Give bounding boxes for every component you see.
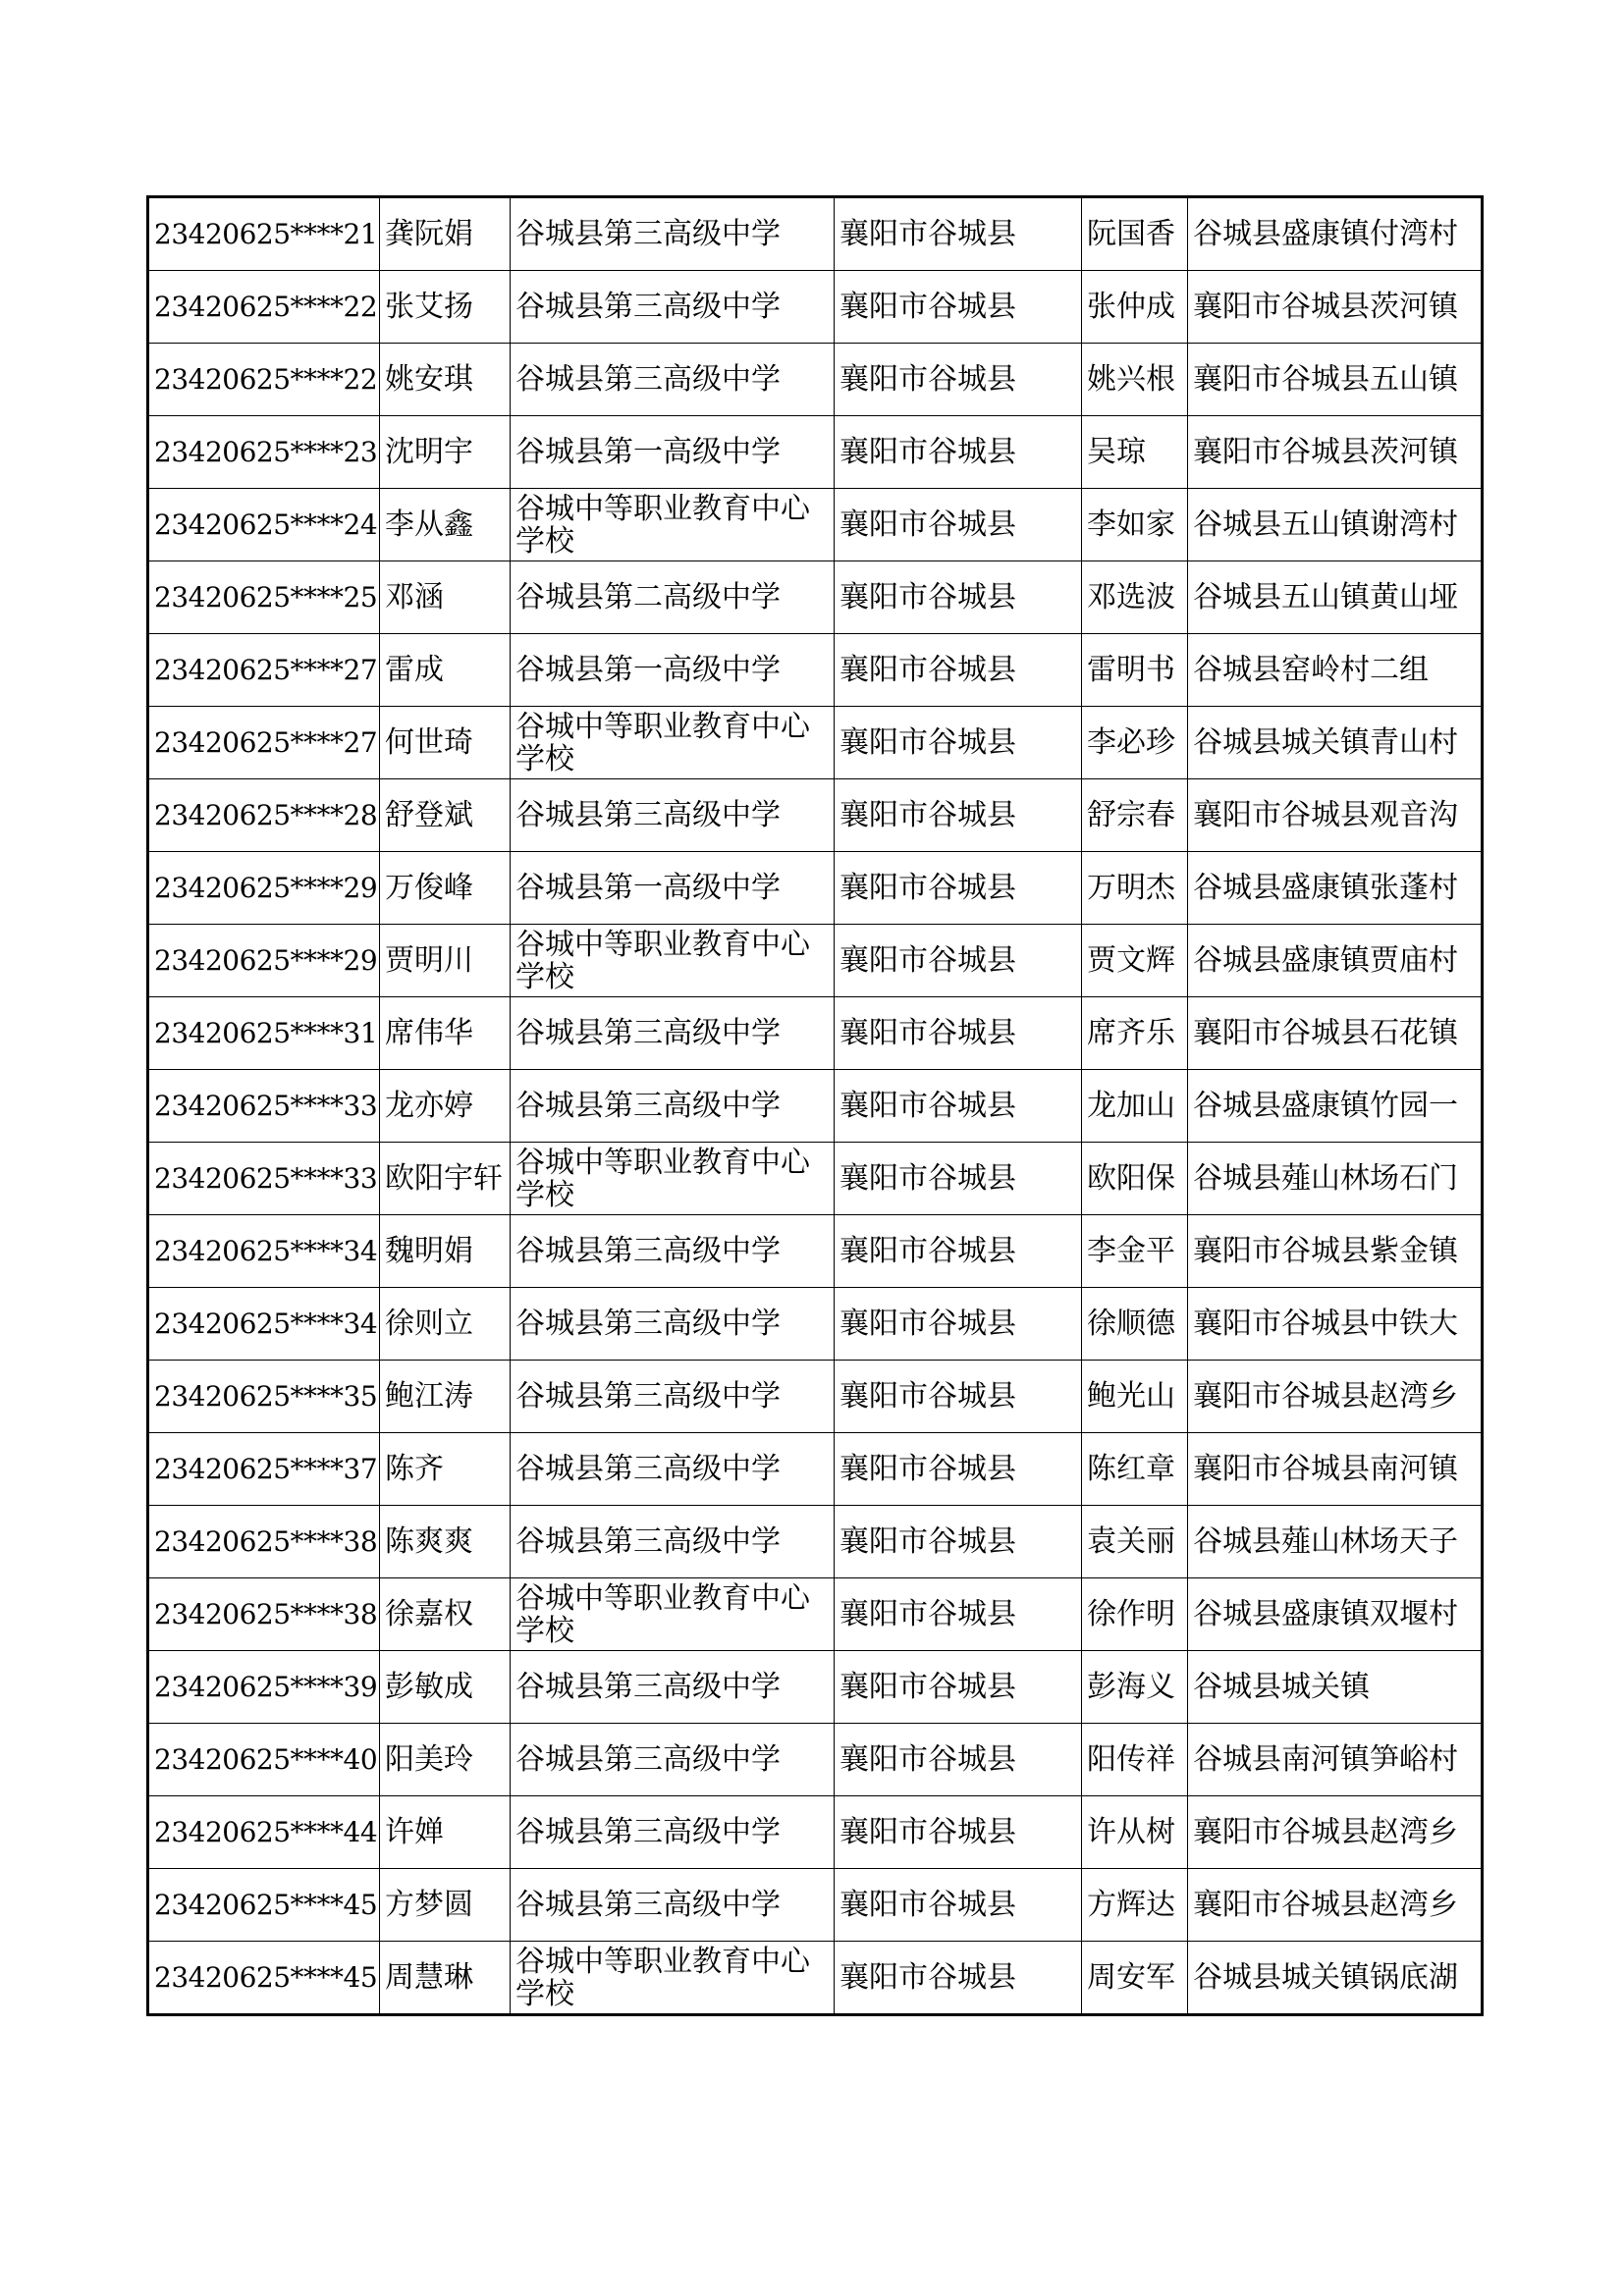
table-row [148,1288,1483,1361]
student-id-cell: 23420625****38 [148,1578,380,1651]
guardian-cell: 李金平 [1082,1215,1188,1288]
region-cell: 襄阳市谷城县 [835,1942,1082,2015]
region-cell: 襄阳市谷城县 [835,1143,1082,1215]
address-cell: 谷城县盛康镇双堰村 [1188,1578,1483,1651]
region-cell: 襄阳市谷城县 [835,1578,1082,1651]
region-cell: 襄阳市谷城县 [835,779,1082,852]
region-cell: 襄阳市谷城县 [835,489,1082,561]
guardian-cell: 袁关丽 [1082,1506,1188,1578]
student-id-cell: 23420625****24 [148,489,380,561]
table-row [148,634,1483,707]
student-name-cell: 何世琦 [380,707,511,779]
school-cell: 谷城中等职业教育中心学校 [511,707,835,779]
address-cell: 襄阳市谷城县紫金镇 [1188,1215,1483,1288]
table-row [148,1215,1483,1288]
guardian-cell: 徐顺德 [1082,1288,1188,1361]
student-name-cell: 欧阳宇轩 [380,1143,511,1215]
address-cell: 襄阳市谷城县南河镇 [1188,1433,1483,1506]
region-cell: 襄阳市谷城县 [835,416,1082,489]
region-cell: 襄阳市谷城县 [835,1796,1082,1869]
student-name-cell: 鲍江涛 [380,1361,511,1433]
student-name-cell: 阳美玲 [380,1724,511,1796]
region-cell: 襄阳市谷城县 [835,561,1082,634]
student-id-cell: 23420625****37 [148,1433,380,1506]
school-cell: 谷城县第三高级中学 [511,1796,835,1869]
school-cell: 谷城中等职业教育中心学校 [511,1143,835,1215]
student-id-cell: 23420625****31 [148,997,380,1070]
table-row [148,1506,1483,1578]
address-cell: 襄阳市谷城县赵湾乡 [1188,1796,1483,1869]
guardian-cell: 席齐乐 [1082,997,1188,1070]
table-row [148,1796,1483,1869]
table-row [148,561,1483,634]
student-id-cell: 23420625****29 [148,925,380,997]
address-cell: 襄阳市谷城县茨河镇 [1188,416,1483,489]
region-cell: 襄阳市谷城县 [835,634,1082,707]
guardian-cell: 吴琼 [1082,416,1188,489]
region-cell: 襄阳市谷城县 [835,344,1082,416]
guardian-cell: 徐作明 [1082,1578,1188,1651]
student-name-cell: 雷成 [380,634,511,707]
region-cell: 襄阳市谷城县 [835,1506,1082,1578]
student-name-cell: 万俊峰 [380,852,511,925]
school-cell: 谷城县第三高级中学 [511,344,835,416]
student-id-cell: 23420625****27 [148,634,380,707]
table-row [148,852,1483,925]
region-cell: 襄阳市谷城县 [835,1361,1082,1433]
address-cell: 襄阳市谷城县观音沟 [1188,779,1483,852]
address-cell: 襄阳市谷城县石花镇 [1188,997,1483,1070]
school-cell: 谷城中等职业教育中心学校 [511,925,835,997]
guardian-cell: 周安军 [1082,1942,1188,2015]
student-name-cell: 周慧琳 [380,1942,511,2015]
address-cell: 谷城县五山镇谢湾村 [1188,489,1483,561]
guardian-cell: 舒宗春 [1082,779,1188,852]
guardian-cell: 许从树 [1082,1796,1188,1869]
table-row [148,1143,1483,1215]
school-cell: 谷城县第一高级中学 [511,634,835,707]
guardian-cell: 鲍光山 [1082,1361,1188,1433]
address-cell: 谷城县盛康镇付湾村 [1188,197,1483,271]
region-cell: 襄阳市谷城县 [835,852,1082,925]
student-name-cell: 邓涵 [380,561,511,634]
school-cell: 谷城中等职业教育中心学校 [511,489,835,561]
guardian-cell: 张仲成 [1082,271,1188,344]
address-cell: 谷城县薤山林场石门 [1188,1143,1483,1215]
student-id-cell: 23420625****25 [148,561,380,634]
region-cell: 襄阳市谷城县 [835,1070,1082,1143]
table-row [148,416,1483,489]
student-name-cell: 姚安琪 [380,344,511,416]
student-id-cell: 23420625****29 [148,852,380,925]
region-cell: 襄阳市谷城县 [835,197,1082,271]
table-row [148,779,1483,852]
table-row [148,489,1483,561]
table-row [148,1361,1483,1433]
region-cell: 襄阳市谷城县 [835,1433,1082,1506]
student-name-cell: 龚阮娟 [380,197,511,271]
table-row [148,197,1483,271]
student-id-cell: 23420625****28 [148,779,380,852]
school-cell: 谷城中等职业教育中心学校 [511,1578,835,1651]
school-cell: 谷城县第三高级中学 [511,997,835,1070]
student-name-cell: 徐嘉权 [380,1578,511,1651]
student-id-cell: 23420625****22 [148,344,380,416]
school-cell: 谷城县第三高级中学 [511,1651,835,1724]
roster-body [148,197,1483,2015]
table-row [148,1724,1483,1796]
school-cell: 谷城县第二高级中学 [511,561,835,634]
student-id-cell: 23420625****45 [148,1869,380,1942]
student-name-cell: 陈爽爽 [380,1506,511,1578]
student-id-cell: 23420625****33 [148,1143,380,1215]
student-name-cell: 陈齐 [380,1433,511,1506]
address-cell: 谷城县盛康镇贾庙村 [1188,925,1483,997]
student-id-cell: 23420625****34 [148,1215,380,1288]
school-cell: 谷城县第三高级中学 [511,1433,835,1506]
address-cell: 谷城县南河镇笋峪村 [1188,1724,1483,1796]
table-row [148,344,1483,416]
student-name-cell: 舒登斌 [380,779,511,852]
school-cell: 谷城县第三高级中学 [511,779,835,852]
guardian-cell: 欧阳保 [1082,1143,1188,1215]
guardian-cell: 阳传祥 [1082,1724,1188,1796]
student-roster-table [146,195,1484,2016]
school-cell: 谷城县第三高级中学 [511,1070,835,1143]
guardian-cell: 李如家 [1082,489,1188,561]
student-id-cell: 23420625****33 [148,1070,380,1143]
guardian-cell: 雷明书 [1082,634,1188,707]
student-id-cell: 23420625****38 [148,1506,380,1578]
region-cell: 襄阳市谷城县 [835,1651,1082,1724]
student-id-cell: 23420625****45 [148,1942,380,2015]
guardian-cell: 彭海义 [1082,1651,1188,1724]
table-row [148,1651,1483,1724]
student-name-cell: 魏明娟 [380,1215,511,1288]
address-cell: 襄阳市谷城县赵湾乡 [1188,1869,1483,1942]
student-name-cell: 彭敏成 [380,1651,511,1724]
student-id-cell: 23420625****21 [148,197,380,271]
school-cell: 谷城县第三高级中学 [511,1724,835,1796]
student-name-cell: 席伟华 [380,997,511,1070]
address-cell: 谷城县盛康镇张蓬村 [1188,852,1483,925]
student-name-cell: 方梦圆 [380,1869,511,1942]
student-name-cell: 张艾扬 [380,271,511,344]
guardian-cell: 邓选波 [1082,561,1188,634]
student-name-cell: 许婵 [380,1796,511,1869]
school-cell: 谷城县第三高级中学 [511,1288,835,1361]
school-cell: 谷城县第三高级中学 [511,1361,835,1433]
student-id-cell: 23420625****27 [148,707,380,779]
region-cell: 襄阳市谷城县 [835,1869,1082,1942]
guardian-cell: 陈红章 [1082,1433,1188,1506]
table-row [148,271,1483,344]
student-id-cell: 23420625****22 [148,271,380,344]
student-name-cell: 沈明宇 [380,416,511,489]
table-row [148,707,1483,779]
address-cell: 谷城县盛康镇竹园一 [1188,1070,1483,1143]
student-id-cell: 23420625****23 [148,416,380,489]
address-cell: 谷城县薤山林场天子 [1188,1506,1483,1578]
guardian-cell: 龙加山 [1082,1070,1188,1143]
address-cell: 谷城县窑岭村二组 [1188,634,1483,707]
student-name-cell: 李从鑫 [380,489,511,561]
region-cell: 襄阳市谷城县 [835,997,1082,1070]
table-row [148,1070,1483,1143]
guardian-cell: 方辉达 [1082,1869,1188,1942]
student-name-cell: 龙亦婷 [380,1070,511,1143]
school-cell: 谷城县第三高级中学 [511,1506,835,1578]
region-cell: 襄阳市谷城县 [835,271,1082,344]
student-id-cell: 23420625****35 [148,1361,380,1433]
school-cell: 谷城县第三高级中学 [511,197,835,271]
address-cell: 谷城县城关镇青山村 [1188,707,1483,779]
table-row [148,1942,1483,2015]
guardian-cell: 万明杰 [1082,852,1188,925]
region-cell: 襄阳市谷城县 [835,925,1082,997]
table-row [148,1433,1483,1506]
student-id-cell: 23420625****34 [148,1288,380,1361]
region-cell: 襄阳市谷城县 [835,707,1082,779]
table-row [148,997,1483,1070]
student-name-cell: 贾明川 [380,925,511,997]
address-cell: 谷城县城关镇 [1188,1651,1483,1724]
guardian-cell: 贾文辉 [1082,925,1188,997]
address-cell: 襄阳市谷城县中铁大 [1188,1288,1483,1361]
address-cell: 襄阳市谷城县茨河镇 [1188,271,1483,344]
address-cell: 谷城县城关镇锅底湖 [1188,1942,1483,2015]
student-id-cell: 23420625****40 [148,1724,380,1796]
region-cell: 襄阳市谷城县 [835,1288,1082,1361]
table-row [148,1869,1483,1942]
table-row [148,925,1483,997]
student-id-cell: 23420625****39 [148,1651,380,1724]
table-row [148,1578,1483,1651]
address-cell: 襄阳市谷城县赵湾乡 [1188,1361,1483,1433]
student-id-cell: 23420625****44 [148,1796,380,1869]
address-cell: 谷城县五山镇黄山垭 [1188,561,1483,634]
guardian-cell: 姚兴根 [1082,344,1188,416]
guardian-cell: 阮国香 [1082,197,1188,271]
guardian-cell: 李必珍 [1082,707,1188,779]
school-cell: 谷城中等职业教育中心学校 [511,1942,835,2015]
school-cell: 谷城县第三高级中学 [511,1869,835,1942]
student-name-cell: 徐则立 [380,1288,511,1361]
school-cell: 谷城县第三高级中学 [511,271,835,344]
school-cell: 谷城县第一高级中学 [511,852,835,925]
region-cell: 襄阳市谷城县 [835,1724,1082,1796]
school-cell: 谷城县第三高级中学 [511,1215,835,1288]
school-cell: 谷城县第一高级中学 [511,416,835,489]
region-cell: 襄阳市谷城县 [835,1215,1082,1288]
address-cell: 襄阳市谷城县五山镇 [1188,344,1483,416]
